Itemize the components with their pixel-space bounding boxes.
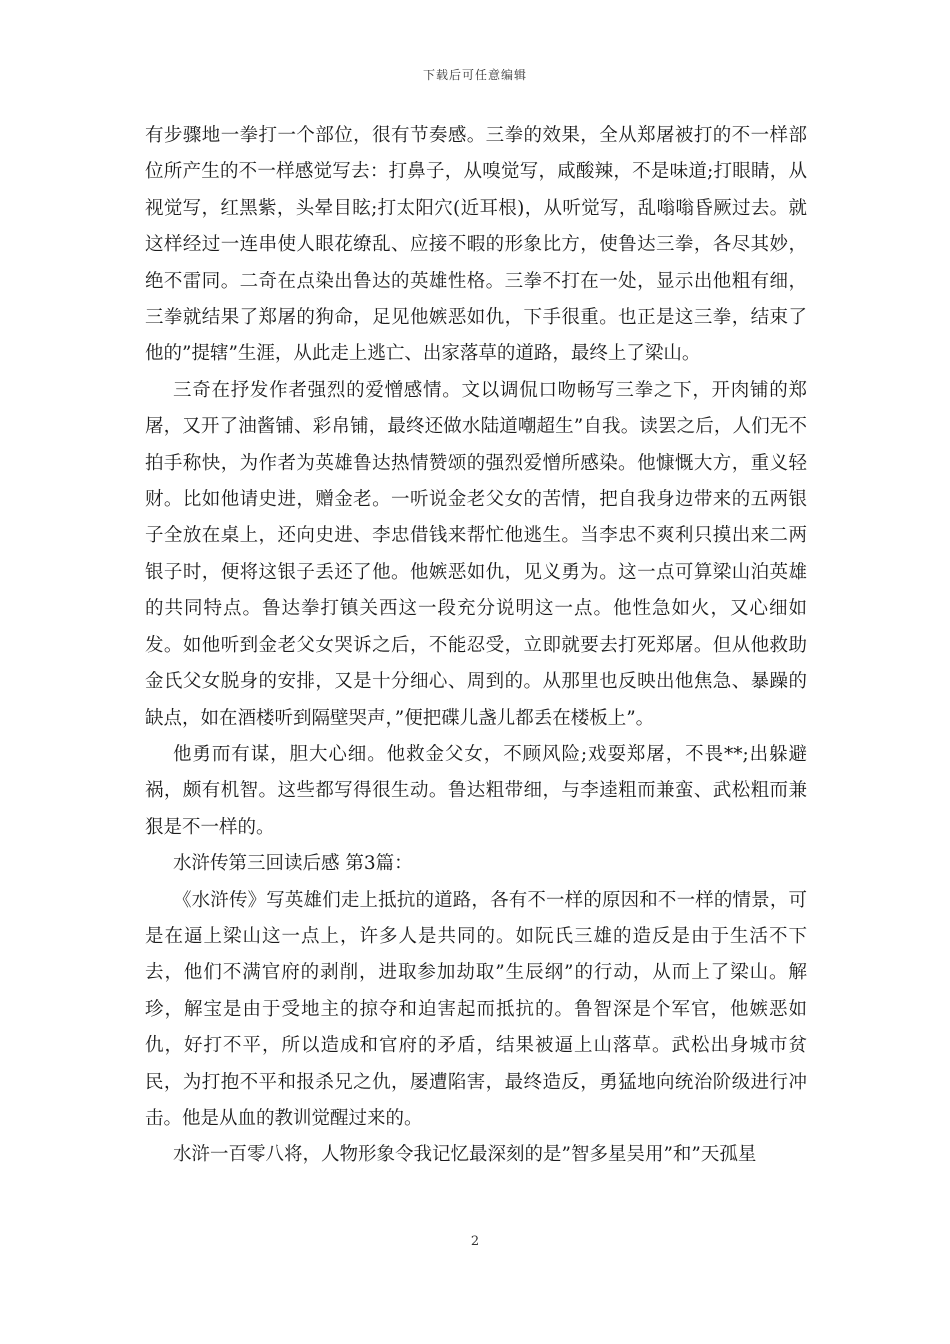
page-number: 2 <box>470 1234 480 1249</box>
document-body <box>145 118 807 1174</box>
paragraph-2: 三奇在抒发作者强烈的爱憎感情。文以调侃口吻畅写三拳之下，开肉铺的郑屠，又开了油酱铺、彩帛铺，最终还做水陆道嘲超生”自我。读罢之后，人们无不拍手称快，为作者为英雄鲁达热情赞颂的强烈爱憎所感染。他慷慨大方，重义轻财。比如他请史进，赠金老。一听说金老父女的苦情，把自我身边带来的五两银子全放在桌上，还向史进、李忠借钱来帮忙他逃生。当李忠不爽利只摸出来二两银子时，便将这银子丢还了他。他嫉恶如仇，见义勇为。这一点可算梁山泊英雄的共同特点。鲁达拳打镇关西这一段充分说明这一点。他性急如火，又心细如发。如他听到金老父女哭诉之后，不能忍受，立即就要去打死郑屠。但从他救助金氏父女脱身的安排，又是十分细心、周到的。从那里也反映出他焦急、暴躁的缺点，如在酒楼听到隔壁哭声，”便把碟儿盏儿都丢在楼板上”。 <box>145 379 807 729</box>
paragraph-3: 他勇而有谋，胆大心细。他救金父女，不顾风险;戏耍郑屠，不畏**;出躲避祸，颇有机智。这些都写得很生动。鲁达粗带细，与李逵粗而兼蛮、武松粗而兼狠是不一样的。 <box>145 743 807 838</box>
paragraph-5: 水浒一百零八将，人物形象令我记忆最深刻的是”智多星吴用”和”天孤星 <box>173 1144 757 1166</box>
paragraph-1: 有步骤地一拳打一个部位，很有节奏感。三拳的效果，全从郑屠被打的不一样部位所产生的不一样感觉写去：打鼻子，从嗅觉写，咸酸辣，不是味道;打眼睛，从视觉写，红黑紫，头晕目眩;打太阳穴(近耳根)，从听觉写，乱嗡嗡昏厥过去。就这样经过一连串使人眼花缭乱、应接不暇的形象比方，使鲁达三拳，各尽其妙，绝不雷同。二奇在点染出鲁达的英雄性格。三拳不打在一处，显示出他粗有细，三拳就结果了郑屠的狗命，足见他嫉恶如仇，下手很重。也正是这三拳，结束了他的”提辖”生涯，从此走上逃亡、出家落草的道路，最终上了梁山。 <box>145 125 807 365</box>
page-header: 下载后可任意编辑 <box>422 68 527 82</box>
section-heading: 水浒传第三回读后感 第3篇： <box>173 853 413 875</box>
paragraph-4: 《水浒传》写英雄们走上抵抗的道路，各有不一样的原因和不一样的情景，可是在逼上梁山这一点上，许多人是共同的。如阮氏三雄的造反是由于生活不下去，他们不满官府的剥削，进取参加劫取”生辰纲”的行动，从而上了梁山。解珍，解宝是由于受地主的掠夺和迫害起而抵抗的。鲁智深是个军官，他嫉恶如仇，好打不平，所以造成和官府的矛盾，结果被逼上山落草。武松出身城市贫民，为打抱不平和报杀兄之仇，屡遭陷害，最终造反，勇猛地向统治阶级进行冲击。他是从血的教训觉醒过来的。 <box>145 889 807 1129</box>
